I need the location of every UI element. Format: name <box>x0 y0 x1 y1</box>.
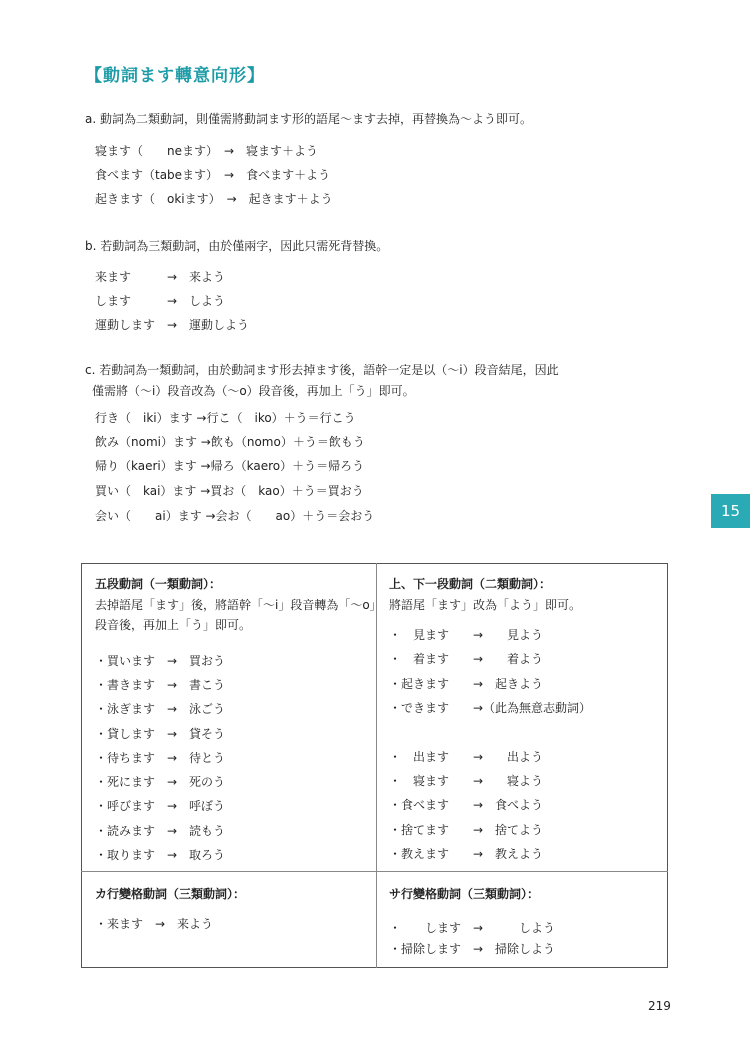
example-a-3: 起きます（ okiます） → 起きます＋よう <box>95 192 333 206</box>
godan-desc-1: 去掉語尾「ます」後，將語幹「〜i」段音轉為「〜o」 <box>95 598 382 612</box>
example-c-1: 行き（ iki）ます →行こ（ iko）＋う＝行こう <box>95 411 356 425</box>
chapter-tab: 15 <box>711 494 750 528</box>
section-title: 【動詞ます轉意向形】 <box>85 66 265 86</box>
ichidan-item: ・ 見ます → 見よう <box>389 628 544 642</box>
ichidan-item: ・ 寝ます → 寝よう <box>389 774 544 788</box>
sagyo-item: ・ します → しよう <box>389 921 556 935</box>
godan-desc-2: 段音後，再加上「う」即可。 <box>95 618 252 632</box>
table-horizontal-divider <box>81 871 668 872</box>
ichidan-item: ・教えます → 教えよう <box>389 847 544 861</box>
example-c-4: 買い（ kai）ます →買お（ kao）＋う＝買おう <box>95 484 364 498</box>
godan-item: ・死にます → 死のう <box>95 775 226 789</box>
example-b-1: 来ます → 来よう <box>95 270 226 284</box>
example-c-2: 飲み（nomi）ます →飲も（nomo）＋う＝飲もう <box>95 435 365 449</box>
ichidan-item: ・できます →（此為無意志動詞） <box>389 701 592 715</box>
godan-item: ・待ちます → 待とう <box>95 751 226 765</box>
section-b-text: b. 若動詞為三類動詞，由於僅兩字，因此只需死背替換。 <box>85 239 389 253</box>
godan-item: ・呼びます → 呼ぼう <box>95 799 226 813</box>
example-a-2: 食べます（tabeます） → 食べます＋よう <box>95 168 331 182</box>
example-c-5: 会い（ ai）ます →会お（ ao）＋う＝会おう <box>95 509 375 523</box>
ichidan-desc: 將語尾「ます」改為「よう」即可。 <box>389 598 582 612</box>
section-c-text-1: c. 若動詞為一類動詞，由於動詞ます形去掉ます後，語幹一定是以（〜i）段音結尾，因此 <box>85 363 559 377</box>
godan-item: ・取ります → 取ろう <box>95 848 226 862</box>
page-number: 219 <box>648 999 671 1013</box>
godan-item: ・貸します → 貸そう <box>95 727 226 741</box>
example-c-3: 帰り（kaeri）ます →帰ろ（kaero）＋う＝帰ろう <box>95 459 365 473</box>
godan-heading: 五段動詞（一類動詞）： <box>95 577 222 591</box>
ichidan-item: ・捨てます → 捨てよう <box>389 823 544 837</box>
sagyo-item: ・掃除します → 掃除しよう <box>389 942 556 956</box>
godan-item: ・書きます → 書こう <box>95 678 226 692</box>
kagyo-heading: カ行變格動詞（三類動詞）： <box>95 887 246 901</box>
sagyo-heading: サ行變格動詞（三類動詞）： <box>389 887 540 901</box>
ichidan-item: ・ 出ます → 出よう <box>389 750 544 764</box>
godan-item: ・泳ぎます → 泳ごう <box>95 702 226 716</box>
ichidan-heading: 上、下一段動詞（二類動詞）： <box>389 577 552 591</box>
section-a-text: a. 動詞為二類動詞，則僅需將動詞ます形的語尾〜ます去掉，再替換為〜よう即可。 <box>85 112 532 126</box>
godan-item: ・読みます → 読もう <box>95 824 226 838</box>
ichidan-item: ・ 着ます → 着よう <box>389 652 544 666</box>
example-b-3: 運動します → 運動しよう <box>95 318 250 332</box>
section-c-text-2: 僅需將（〜i）段音改為（〜o）段音後，再加上「う」即可。 <box>92 384 415 398</box>
table-vertical-divider <box>376 563 377 968</box>
godan-item: ・買います → 買おう <box>95 654 226 668</box>
example-a-1: 寝ます（ neます） → 寝ます＋よう <box>95 144 319 158</box>
ichidan-item: ・食べます → 食べよう <box>389 798 544 812</box>
example-b-2: します → しよう <box>95 294 226 308</box>
ichidan-item: ・起きます → 起きよう <box>389 677 544 691</box>
kagyo-item: ・来ます → 来よう <box>95 917 214 931</box>
